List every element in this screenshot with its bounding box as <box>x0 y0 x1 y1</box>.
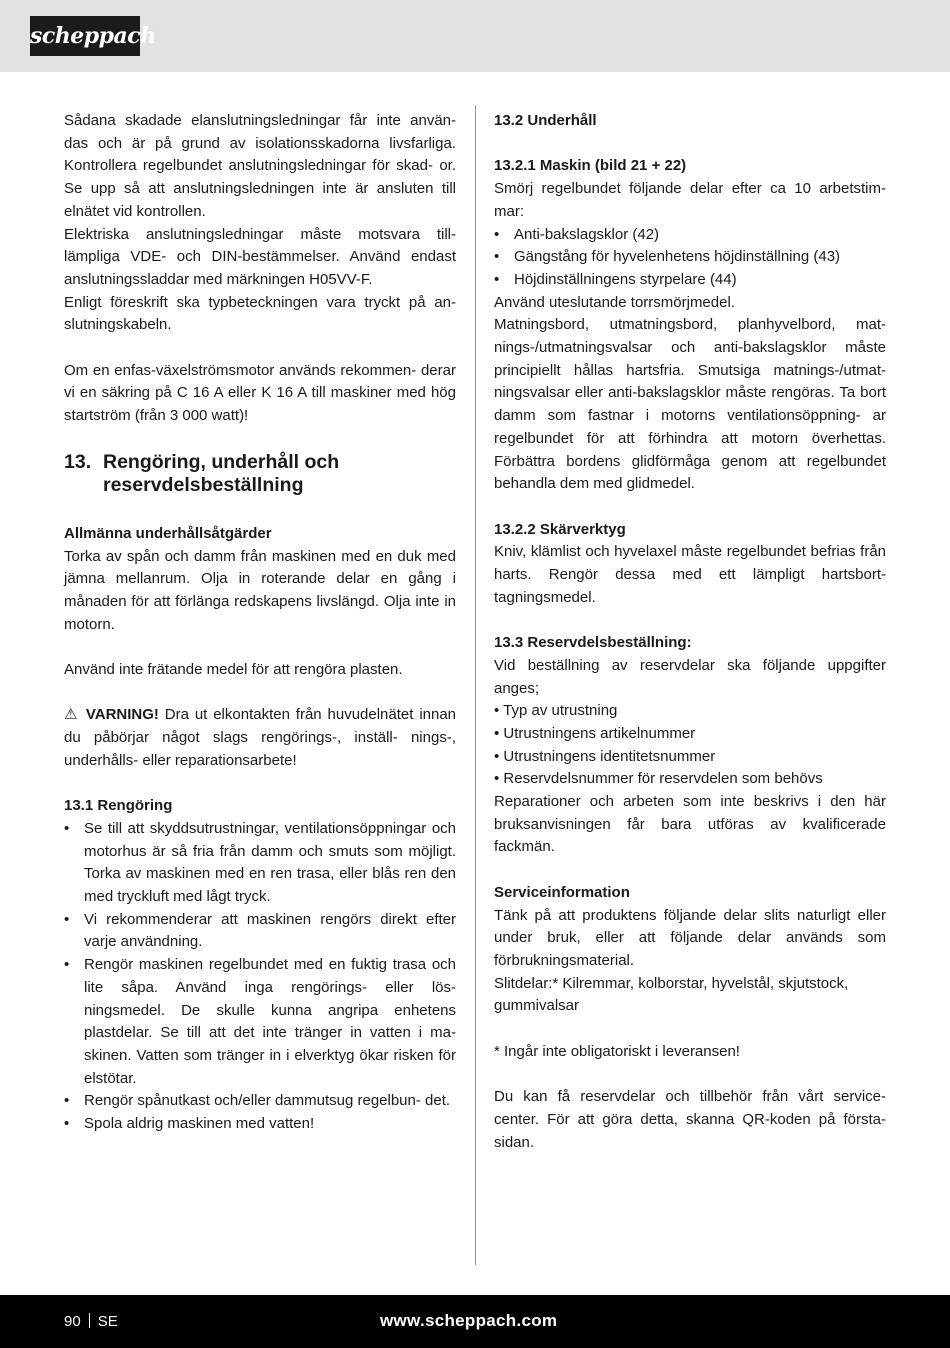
machine-intro: Smörj regelbundet följande delar efter ca 10 arbetstim- mar: <box>494 180 886 220</box>
paragraph-damaged-cables: Sådana skadade elanslutningsledningar får inte använ- das och är på grund av isolationsskadorna livsfarliga. Kontrollera regelbundet anslutningsledningar för skad- or. Se upp så att anslutningsledningen inte är ansluten till elnätet vid kontrollen. <box>64 112 456 220</box>
list-item: • Utrustningens artikelnummer <box>494 724 696 742</box>
general-maintenance-text: Torka av spån och damm från maskinen med en duk med jämna mellanrum. Olja in roterande delar en gång i månaden för att förlänga redskapens livslängd. Olja inte in motorn. <box>64 547 457 633</box>
right-column <box>494 110 886 1154</box>
lubricant-text: Använd uteslutande torrsmörjmedel. <box>494 293 735 311</box>
section-title-line-1: Rengöring, underhåll och <box>103 450 340 473</box>
cleaning-list <box>64 818 456 1136</box>
list-item: • Höjdinställningens styrpelare (44) <box>494 269 886 292</box>
spare-source-text: Du kan få reservdelar och tillbehör från vårt service- center. För att göra detta, skanna QR-koden på första- sidan. <box>494 1088 886 1151</box>
list-item: • Utrustningens identitetsnummer <box>494 747 716 765</box>
language-code: SE <box>97 1313 118 1330</box>
list-item: • Spola aldrig maskinen med vatten! <box>64 1113 456 1136</box>
page-header <box>0 0 950 72</box>
warning-label: VARNING! <box>85 706 159 724</box>
list-item: • Rengör maskinen regelbundet med en fuktig trasa och lite såpa. Använd inga rengörings- eller lös- ningsmedel. De skulle kunna angripa enhetens plastdelar. Se till att det inte tränger in vatten i ma- skinen. Vatten som tränger in i elverktyg ökar risken för elstötar. <box>64 954 456 1090</box>
list-item: • Anti-bakslagsklor (42) <box>494 224 886 247</box>
service-info-text: Tänk på att produktens följande delar slits naturligt eller under bruk, eller att följande delar används som förbrukningsmaterial. <box>494 906 886 969</box>
list-item: • Rengör spånutkast och/eller dammutsug regelbun- det. <box>64 1090 456 1113</box>
delivery-note: * Ingår inte obligatoriskt i leveransen! <box>494 1042 740 1060</box>
paragraph-type-designation: Enligt föreskrift ska typbeteckningen vara tryckt på an- slutningskabeln. <box>64 293 456 334</box>
warning-paragraph: ⚠ VARNING! Dra ut elkontakten från huvudelnätet innan du påbörjar något slags rengörings-, inställ- nings-, underhålls- eller reparationsarbete! <box>64 706 457 769</box>
paragraph-fuse: Om en enfas-växelströmsmotor används rekommen- derar vi en säkring på C 16 A eller K 16 A till maskiner med hög startström (från 3 000 watt)! <box>64 361 456 425</box>
cutting-tools-text: Kniv, klämlist och hyvelaxel måste regelbundet befrias från harts. Rengör dessa med ett lämpligt hartsbort- tagningsmedel. <box>494 543 887 606</box>
page-footer <box>0 1295 950 1348</box>
page-number-block <box>64 1311 118 1333</box>
website-link[interactable]: www.scheppach.com <box>380 1311 558 1330</box>
list-item: • Vi rekommenderar att maskinen rengörs direkt efter varje användning. <box>64 909 456 954</box>
repairs-text: Reparationer och arbeten som inte beskrivs i den här bruksanvisningen får bara utföras av kvalificerade fackmän. <box>494 793 886 856</box>
left-column <box>64 110 456 1136</box>
wear-parts-text: Slitdelar:* Kilremmar, kolborstar, hyvelstål, skjutstock, gummivalsar <box>494 974 849 1015</box>
column-divider <box>475 105 476 1265</box>
machine-cleaning-text: Matningsbord, utmatningsbord, planhyvelbord, mat- nings-/utmatningsvalsar och anti-bakslagsklor måste principiellt hållas hartsfria. Smutsiga matnings-/utmat- ningsvalsar eller anti-bakslagsklor måste rengöras. Ta bort damm som fastnar i motorns ventilationsöppning- ar regelbundet för att förhindra att motorn överhettas. Förbättra bordens glidförmåga genom att regelbundet behandla dem med glidmedel. <box>494 316 887 493</box>
spare-parts-intro: Vid beställning av reservdelar ska följande uppgifter anges; <box>494 656 886 697</box>
page-number: 90 <box>64 1313 81 1330</box>
scheppach-logo: scheppach <box>30 16 140 56</box>
warning-icon: ⚠ <box>64 706 78 724</box>
service-info-heading: Serviceinformation <box>494 883 630 901</box>
spare-parts-heading: 13.3 Reservdelsbeställning: <box>494 634 692 652</box>
list-item: • Reservdelsnummer för reservdelen som behövs <box>494 770 823 788</box>
cutting-tools-heading: 13.2.2 Skärverktyg <box>494 520 626 538</box>
maintenance-heading: 13.2 Underhåll <box>494 112 597 129</box>
cleaning-heading: 13.1 Rengöring <box>64 797 173 815</box>
section-number: 13. <box>64 450 92 473</box>
list-item: • Typ av utrustning <box>494 702 618 720</box>
paragraph-vde-din: Elektriska anslutningsledningar måste motsvara till- lämpliga VDE- och DIN-bestämmelser. Använd endast anslutningssladdar med märkningen H05VV-F. <box>64 225 456 288</box>
list-item: • Se till att skyddsutrustningar, ventilationsöppningar och motorhus är så fria från damm och smuts som möjligt. Torka av maskinen med en ren trasa, eller blås ren den med tryckluft med lågt tryck. <box>64 818 456 909</box>
machine-heading: 13.2.1 Maskin (bild 21 + 22) <box>494 157 687 175</box>
section-title-line-2: reservdelsbeställning <box>103 473 304 496</box>
section-13-heading <box>64 451 456 497</box>
plastic-cleaning-text: Använd inte frätande medel för att rengöra plasten. <box>64 661 403 679</box>
lubrication-list <box>494 224 886 292</box>
general-maintenance-heading: Allmänna underhållsåtgärder <box>64 524 272 542</box>
list-item: • Gängstång för hyvelenhetens höjdinställning (43) <box>494 246 886 269</box>
